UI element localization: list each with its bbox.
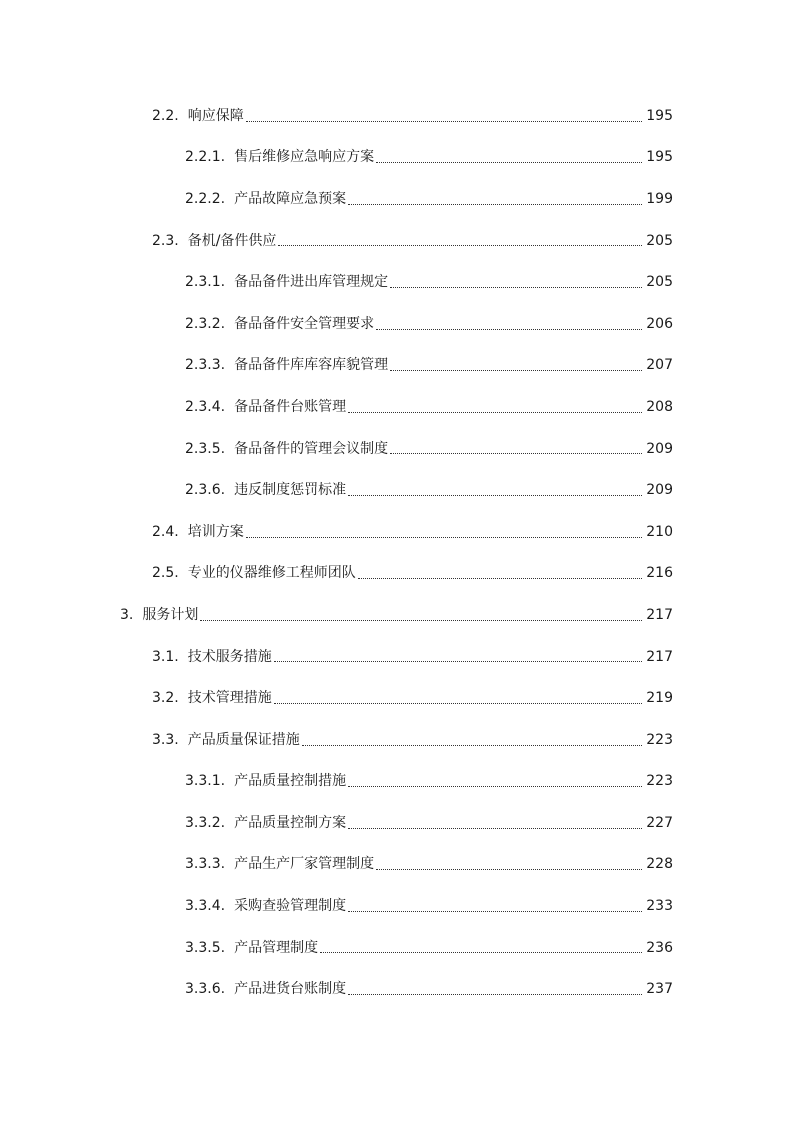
- toc-entry-number: 3.3.2.: [185, 814, 226, 831]
- toc-entry-page: 207: [646, 357, 673, 374]
- toc-entry-page: 209: [646, 440, 673, 457]
- toc-entry-3-3-5[interactable]: [0, 927, 793, 969]
- toc-entry-page: 205: [646, 232, 673, 249]
- toc-entry-number: 2.3.6.: [185, 482, 226, 499]
- toc-entry-number: 2.3.2.: [185, 315, 226, 332]
- toc-entry-title: 产品故障应急预案: [234, 190, 347, 207]
- toc-entry-title: 技术管理措施: [187, 690, 272, 707]
- dot-leader: [302, 744, 642, 746]
- toc-entry-number: 2.3.3.: [185, 357, 226, 374]
- toc-entry-number: 3.3.1.: [185, 773, 226, 790]
- dot-leader: [390, 369, 642, 371]
- toc-entry-number: 3.3.6.: [185, 981, 226, 998]
- dot-leader: [376, 161, 642, 163]
- toc-entry-2-5[interactable]: [0, 553, 793, 595]
- toc-entry-2-3-6[interactable]: [0, 469, 793, 511]
- dot-leader: [348, 203, 642, 205]
- toc-entry-title: 技术服务措施: [187, 648, 272, 665]
- toc-entry-2-4[interactable]: [0, 511, 793, 553]
- toc-entry-3-3-2[interactable]: [0, 802, 793, 844]
- dot-leader: [376, 868, 642, 870]
- toc-entry-title: 违反制度惩罚标准: [234, 482, 347, 499]
- toc-entry-title: 产品质量控制措施: [234, 773, 347, 790]
- dot-leader: [348, 494, 642, 496]
- toc-entry-title: 产品生产厂家管理制度: [234, 856, 375, 873]
- dot-leader: [358, 577, 642, 579]
- toc-entry-title: 售后维修应急响应方案: [234, 149, 375, 166]
- dot-leader: [278, 244, 642, 246]
- toc-entry-2-2[interactable]: [0, 95, 793, 137]
- toc-entry-2-3-4[interactable]: [0, 386, 793, 428]
- toc-entry-title: 产品进货台账制度: [234, 981, 347, 998]
- toc-entry-title: 产品管理制度: [234, 939, 319, 956]
- toc-entry-page: 208: [646, 398, 673, 415]
- dot-leader: [320, 951, 642, 953]
- toc-entry-2-3[interactable]: [0, 220, 793, 262]
- toc-entry-title: 产品质量保证措施: [187, 731, 300, 748]
- dot-leader: [246, 120, 642, 122]
- toc-entry-title: 备品备件的管理会议制度: [234, 440, 389, 457]
- toc-entry-number: 3.3.5.: [185, 939, 226, 956]
- toc-entry-page: 206: [646, 315, 673, 332]
- toc-entry-page: 205: [646, 274, 673, 291]
- dot-leader: [390, 286, 642, 288]
- toc-entry-3-2[interactable]: [0, 677, 793, 719]
- dot-leader: [348, 910, 642, 912]
- toc-entry-page: 216: [646, 565, 673, 582]
- toc-entry-number: 3.: [120, 606, 134, 623]
- dot-leader: [274, 702, 642, 704]
- toc-entry-title: 备机/备件供应: [187, 232, 277, 249]
- toc-entry-title: 采购查验管理制度: [234, 898, 347, 915]
- toc-entry-page: 217: [646, 606, 673, 623]
- toc-entry-page: 195: [646, 149, 673, 166]
- toc-entry-number: 2.5.: [152, 565, 179, 582]
- toc-entry-page: 228: [646, 856, 673, 873]
- toc-entry-page: 219: [646, 690, 673, 707]
- toc-entry-title: 培训方案: [187, 523, 244, 540]
- dot-leader: [246, 536, 642, 538]
- toc-entry-number: 2.3.1.: [185, 274, 226, 291]
- dot-leader: [348, 785, 642, 787]
- toc-entry-2-2-2[interactable]: [0, 178, 793, 220]
- toc-entry-page: 209: [646, 482, 673, 499]
- table-of-contents: [0, 95, 793, 1010]
- toc-entry-number: 2.3.4.: [185, 398, 226, 415]
- toc-entry-3-1[interactable]: [0, 636, 793, 678]
- toc-entry-page: 223: [646, 773, 673, 790]
- dot-leader: [200, 619, 642, 621]
- dot-leader: [348, 411, 642, 413]
- toc-entry-2-3-5[interactable]: [0, 428, 793, 470]
- toc-entry-title: 专业的仪器维修工程师团队: [187, 565, 356, 582]
- toc-entry-number: 3.3.4.: [185, 898, 226, 915]
- dot-leader: [348, 993, 642, 995]
- toc-entry-number: 3.3.: [152, 731, 179, 748]
- toc-entry-3-3[interactable]: [0, 719, 793, 761]
- toc-entry-3[interactable]: [0, 594, 793, 636]
- toc-entry-title: 备品备件安全管理要求: [234, 315, 375, 332]
- toc-entry-page: 227: [646, 814, 673, 831]
- toc-entry-page: 210: [646, 523, 673, 540]
- toc-entry-page: 195: [646, 107, 673, 124]
- toc-entry-page: 199: [646, 190, 673, 207]
- toc-entry-3-3-1[interactable]: [0, 761, 793, 803]
- toc-entry-title: 产品质量控制方案: [234, 814, 347, 831]
- toc-entry-page: 233: [646, 898, 673, 915]
- toc-entry-page: 237: [646, 981, 673, 998]
- toc-entry-3-3-4[interactable]: [0, 885, 793, 927]
- toc-entry-2-3-2[interactable]: [0, 303, 793, 345]
- toc-entry-title: 备品备件台账管理: [234, 398, 347, 415]
- toc-entry-title: 服务计划: [142, 606, 199, 623]
- toc-entry-number: 3.2.: [152, 690, 179, 707]
- toc-entry-number: 2.2.2.: [185, 190, 226, 207]
- toc-entry-3-3-3[interactable]: [0, 844, 793, 886]
- toc-entry-3-3-6[interactable]: [0, 968, 793, 1010]
- dot-leader: [390, 452, 642, 454]
- toc-entry-2-2-1[interactable]: [0, 137, 793, 179]
- toc-entry-number: 2.3.5.: [185, 440, 226, 457]
- toc-entry-page: 236: [646, 939, 673, 956]
- toc-entry-2-3-1[interactable]: [0, 261, 793, 303]
- toc-entry-number: 2.3.: [152, 232, 179, 249]
- toc-entry-number: 2.4.: [152, 523, 179, 540]
- toc-entry-page: 217: [646, 648, 673, 665]
- dot-leader: [376, 328, 642, 330]
- toc-entry-page: 223: [646, 731, 673, 748]
- toc-entry-number: 2.2.1.: [185, 149, 226, 166]
- toc-entry-number: 3.1.: [152, 648, 179, 665]
- dot-leader: [274, 660, 642, 662]
- toc-entry-2-3-3[interactable]: [0, 345, 793, 387]
- toc-entry-number: 2.2.: [152, 107, 179, 124]
- toc-entry-title: 备品备件进出库管理规定: [234, 274, 389, 291]
- toc-entry-title: 响应保障: [187, 107, 244, 124]
- toc-entry-title: 备品备件库库容库貌管理: [234, 357, 389, 374]
- toc-entry-number: 3.3.3.: [185, 856, 226, 873]
- dot-leader: [348, 827, 642, 829]
